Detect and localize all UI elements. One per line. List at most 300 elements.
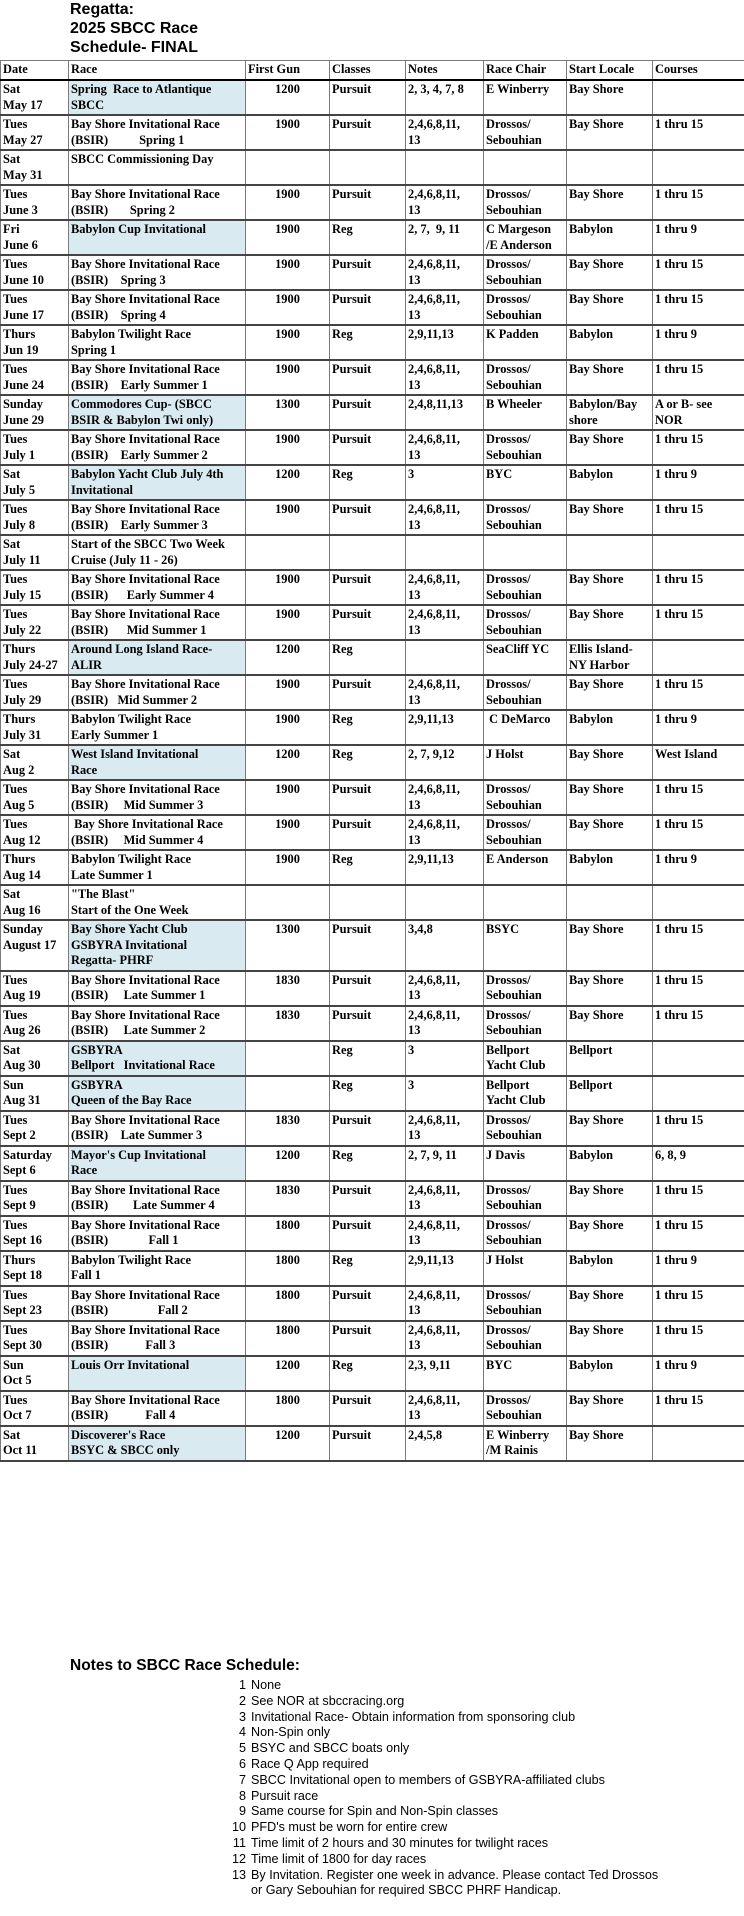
note-number: 10: [231, 1820, 246, 1835]
race-chair-cell: [484, 780, 567, 815]
classes-cell-line: Pursuit: [332, 432, 372, 446]
title-block: [70, 0, 470, 57]
courses-cell: [653, 1146, 744, 1181]
first-gun-cell-line: 1200: [275, 747, 300, 761]
date-cell-line: May 27: [3, 132, 43, 147]
race-chair-cell: [484, 430, 567, 465]
note-text: None: [251, 1678, 282, 1692]
race-cell-line: (BSIR) Spring 3: [71, 272, 166, 287]
race-cell: [69, 605, 246, 640]
date-cell: [1, 1111, 69, 1146]
courses-cell: [653, 465, 744, 500]
race-cell-line: Start of the SBCC Two Week: [71, 537, 225, 551]
courses-cell-line: NOR: [655, 412, 683, 427]
courses-cell: [653, 1006, 744, 1041]
title-line-3: Schedule- FINAL: [70, 39, 199, 56]
date-cell-line: Sun: [3, 1357, 24, 1372]
first-gun-cell: [246, 1076, 330, 1111]
table-row: [1, 780, 744, 815]
classes-cell-line: Reg: [332, 1147, 353, 1162]
notes-cell-line: 2,9,11,13: [408, 852, 454, 866]
date-cell-line: Tues: [3, 257, 28, 271]
date-cell: [1, 360, 69, 395]
first-gun-cell-line: 1900: [275, 257, 300, 271]
courses-cell: [653, 570, 744, 605]
race-chair-cell: [484, 465, 567, 500]
race-cell-line: Around Long Island Race-: [71, 642, 213, 656]
race-cell: [69, 710, 246, 745]
date-cell-line: July 5: [3, 482, 36, 497]
race-chair-cell-line: Drossos/: [486, 502, 531, 516]
notes-cell-line: 2,4,6,8,11,: [408, 117, 460, 131]
date-cell: [1, 710, 69, 745]
date-cell-line: Aug 19: [3, 988, 41, 1002]
courses-cell-line: 1 thru 15: [655, 817, 704, 831]
table-row: [1, 1356, 744, 1391]
start-locale-cell: [567, 570, 653, 605]
race-cell-line: BSIR & Babylon Twi only): [71, 412, 214, 427]
date-cell: [1, 675, 69, 710]
classes-cell: [330, 220, 406, 255]
notes-cell: [406, 1216, 484, 1251]
table-body: [1, 80, 744, 1461]
date-cell: [1, 1391, 69, 1426]
notes-cell-line: 13: [408, 1198, 421, 1212]
first-gun-cell: [246, 290, 330, 325]
race-cell: [69, 465, 246, 500]
race-chair-cell-line: Drossos/: [486, 1112, 531, 1127]
table-row: [1, 325, 744, 360]
notes-cell: [406, 710, 484, 745]
classes-cell: [330, 150, 406, 185]
classes-cell-line: Pursuit: [332, 1182, 372, 1197]
start-locale-cell: [567, 395, 653, 430]
race-chair-cell-line: J Holst: [486, 1252, 524, 1267]
notes-cell: [406, 500, 484, 535]
courses-cell: [653, 1076, 744, 1111]
note-number: 13: [231, 1867, 246, 1882]
note-number: 3: [238, 1709, 246, 1724]
race-cell-line: Early Summer 1: [71, 727, 159, 742]
table-row: [1, 360, 744, 395]
race-cell: [69, 290, 246, 325]
date-cell-line: May 17: [3, 97, 43, 112]
classes-cell: [330, 465, 406, 500]
notes-cell: [406, 640, 484, 675]
notes-cell: [406, 920, 484, 971]
notes-cell: [406, 255, 484, 290]
note-number: 8: [238, 1788, 246, 1803]
notes-cell-line: 2,9,11,13: [408, 1252, 454, 1267]
race-chair-cell: [484, 605, 567, 640]
start-locale-cell: [567, 255, 653, 290]
courses-cell: [653, 325, 744, 360]
race-cell-line: Bay Shore Invitational Race: [71, 1182, 220, 1197]
date-cell-line: Sunday: [3, 397, 43, 411]
first-gun-cell-line: 1200: [275, 642, 300, 656]
start-locale-cell-line: Babylon: [569, 1357, 614, 1372]
notes-list: [70, 1678, 720, 1899]
courses-cell-line: West Island: [655, 747, 718, 761]
courses-cell: [653, 605, 744, 640]
start-locale-cell-line: Bay Shore: [569, 292, 624, 306]
first-gun-cell-line: 1800: [275, 1217, 300, 1232]
race-cell: [69, 1006, 246, 1041]
notes-cell: [406, 150, 484, 185]
courses-cell: [653, 780, 744, 815]
notes-cell-line: 13: [408, 988, 421, 1002]
start-locale-cell-line: Bellport: [569, 1042, 613, 1057]
first-gun-cell-line: 1900: [275, 817, 300, 831]
classes-cell: [330, 1391, 406, 1426]
date-cell-line: June 29: [3, 412, 44, 427]
race-chair-cell: [484, 1286, 567, 1321]
race-cell-line: Bay Shore Invitational Race: [71, 292, 220, 306]
first-gun-cell-line: 1900: [275, 222, 300, 236]
note-text: BSYC and SBCC boats only: [251, 1741, 410, 1756]
race-cell-line: Bay Shore Invitational Race: [71, 1322, 220, 1337]
note-number: 6: [238, 1756, 246, 1771]
date-cell-line: Saturday: [3, 1147, 52, 1162]
start-locale-cell-line: Bay Shore: [569, 677, 624, 691]
race-cell-line: Bay Shore Invitational Race: [71, 432, 220, 446]
race-chair-cell-line: Drossos/: [486, 1217, 531, 1232]
notes-cell-line: 2, 3, 4, 7, 8: [408, 82, 464, 96]
race-cell-line: SBCC Commissioning Day: [71, 152, 214, 166]
classes-cell-line: Pursuit: [332, 972, 372, 987]
first-gun-cell-line: 1300: [275, 922, 300, 936]
courses-cell: [653, 395, 744, 430]
race-cell-line: Mayor's Cup Invitational: [71, 1147, 206, 1162]
race-chair-cell-line: Sebouhian: [486, 622, 542, 637]
race-cell: [69, 255, 246, 290]
notes-cell: [406, 1426, 484, 1461]
notes-cell: [406, 815, 484, 850]
first-gun-cell-line: 1300: [275, 397, 300, 411]
table-row: [1, 150, 744, 185]
date-cell-line: Thurs: [3, 1252, 36, 1267]
start-locale-cell: [567, 1076, 653, 1111]
classes-cell-line: Pursuit: [332, 922, 372, 936]
race-chair-cell-line: Drossos/: [486, 432, 531, 446]
race-chair-cell-line: Sebouhian: [486, 587, 542, 602]
date-cell: [1, 971, 69, 1006]
race-schedule-table: [0, 60, 744, 1462]
race-chair-cell-line: Yacht Club: [486, 1093, 546, 1107]
notes-cell-line: 2,4,6,8,11,: [408, 362, 460, 376]
table-row: [1, 815, 744, 850]
first-gun-cell: [246, 500, 330, 535]
notes-cell-line: 13: [408, 797, 421, 812]
table-row: [1, 1216, 744, 1251]
date-cell: [1, 570, 69, 605]
first-gun-cell: [246, 1356, 330, 1391]
courses-cell: [653, 1426, 744, 1461]
col-header-start-locale: Start Locale: [567, 61, 653, 81]
race-cell-line: (BSIR) Early Summer 4: [71, 587, 214, 602]
courses-cell: [653, 971, 744, 1006]
notes-cell-line: 2,4,6,8,11,: [408, 572, 460, 586]
race-cell-line: Bay Shore Invitational Race: [71, 1112, 220, 1127]
start-locale-cell-line: Bay Shore: [569, 1112, 624, 1127]
table-row: [1, 710, 744, 745]
notes-cell-line: 13: [408, 202, 421, 217]
classes-cell-line: Pursuit: [332, 607, 372, 621]
note-text: SBCC Invitational open to members of GSBYRA-affiliated clubs: [251, 1772, 605, 1787]
table-row: [1, 1286, 744, 1321]
date-cell-line: June 10: [3, 272, 44, 287]
race-chair-cell-line: Drossos/: [486, 1182, 531, 1197]
race-chair-cell-line: SeaCliff YC: [486, 642, 550, 656]
classes-cell: [330, 360, 406, 395]
classes-cell: [330, 605, 406, 640]
first-gun-cell: [246, 1216, 330, 1251]
date-cell-line: Sept 30: [3, 1338, 42, 1352]
courses-cell-line: 1 thru 15: [655, 607, 704, 621]
notes-cell: [406, 1181, 484, 1216]
date-cell-line: Tues: [3, 1182, 28, 1197]
notes-cell-line: 2,4,6,8,11,: [408, 1322, 460, 1337]
header-row: [1, 61, 744, 81]
start-locale-cell-line: Bay Shore: [569, 782, 624, 796]
race-cell-line: (BSIR) Spring 4: [71, 307, 166, 322]
classes-cell-line: Pursuit: [332, 782, 372, 796]
race-chair-cell: [484, 675, 567, 710]
race-cell: [69, 1111, 246, 1146]
note-item: [70, 1757, 720, 1773]
courses-cell-line: 1 thru 15: [655, 1392, 704, 1407]
race-cell: [69, 815, 246, 850]
first-gun-cell: [246, 360, 330, 395]
notes-cell-line: 13: [408, 132, 421, 147]
note-text: Time limit of 1800 for day races: [251, 1851, 427, 1866]
date-cell: [1, 395, 69, 430]
start-locale-cell: [567, 1391, 653, 1426]
notes-cell-line: 13: [408, 307, 421, 322]
start-locale-cell-line: Bay Shore: [569, 1322, 624, 1337]
race-cell: [69, 430, 246, 465]
date-cell: [1, 325, 69, 360]
race-cell-line: Bay Shore Invitational Race: [71, 362, 220, 376]
date-cell: [1, 850, 69, 885]
courses-cell-line: 1 thru 9: [655, 1357, 697, 1372]
notes-cell: [406, 465, 484, 500]
race-cell-line: (BSIR) Mid Summer 2: [71, 692, 198, 707]
start-locale-cell-line: Bay Shore: [569, 187, 624, 201]
table-row: [1, 605, 744, 640]
start-locale-cell: [567, 500, 653, 535]
start-locale-cell-line: Babylon: [569, 1252, 614, 1267]
race-cell-line: Late Summer 1: [71, 867, 153, 882]
courses-cell: [653, 1321, 744, 1356]
classes-cell-line: Pursuit: [332, 397, 372, 411]
date-cell-line: Sun: [3, 1077, 24, 1092]
notes-cell-line: 2,4,6,8,11,: [408, 677, 460, 691]
start-locale-cell-line: Bay Shore: [569, 1427, 624, 1442]
date-cell-line: Sept 18: [3, 1268, 42, 1282]
date-cell-line: Aug 2: [3, 762, 35, 777]
race-chair-cell: [484, 535, 567, 570]
start-locale-cell: [567, 745, 653, 780]
notes-cell-line: 2,3, 9,11: [408, 1357, 451, 1372]
first-gun-cell: [246, 1146, 330, 1181]
race-cell: [69, 185, 246, 220]
date-cell-line: Thurs: [3, 642, 36, 656]
date-cell: [1, 1076, 69, 1111]
classes-cell-line: Reg: [332, 1357, 353, 1372]
date-cell-line: Aug 26: [3, 1023, 41, 1037]
race-cell-line: Babylon Cup Invitational: [71, 222, 206, 236]
first-gun-cell: [246, 605, 330, 640]
start-locale-cell-line: Babylon: [569, 852, 614, 866]
notes-cell: [406, 745, 484, 780]
notes-cell-line: 2,4,6,8,11,: [408, 1392, 460, 1407]
notes-section: [70, 1656, 720, 1899]
courses-cell-line: A or B- see: [655, 397, 713, 411]
first-gun-cell: [246, 971, 330, 1006]
notes-cell-line: 2,4,6,8,11,: [408, 1217, 460, 1232]
start-locale-cell-line: Babylon/Bay: [569, 397, 638, 411]
race-chair-cell-line: Sebouhian: [486, 1233, 542, 1247]
date-cell-line: Tues: [3, 1392, 28, 1407]
date-cell-line: Oct 11: [3, 1443, 38, 1457]
first-gun-cell: [246, 1321, 330, 1356]
race-chair-cell: [484, 850, 567, 885]
first-gun-cell-line: 1900: [275, 327, 300, 341]
courses-cell-line: 1 thru 9: [655, 852, 697, 866]
date-cell-line: Sunday: [3, 922, 43, 936]
classes-cell-line: Reg: [332, 747, 353, 761]
first-gun-cell: [246, 255, 330, 290]
notes-cell: [406, 290, 484, 325]
date-cell-line: Sept 9: [3, 1198, 36, 1212]
start-locale-cell: [567, 1216, 653, 1251]
date-cell: [1, 640, 69, 675]
classes-cell: [330, 1181, 406, 1216]
table-row: [1, 1426, 744, 1461]
race-cell: [69, 1076, 246, 1111]
start-locale-cell: [567, 1181, 653, 1216]
table-row: [1, 1146, 744, 1181]
classes-cell: [330, 850, 406, 885]
classes-cell-line: Reg: [332, 467, 353, 481]
classes-cell-line: Pursuit: [332, 257, 372, 271]
classes-cell: [330, 971, 406, 1006]
first-gun-cell: [246, 815, 330, 850]
date-cell: [1, 780, 69, 815]
courses-cell-line: 1 thru 15: [655, 782, 704, 796]
notes-cell: [406, 325, 484, 360]
start-locale-cell: [567, 430, 653, 465]
classes-cell-line: Pursuit: [332, 1427, 372, 1442]
note-item: [70, 1820, 720, 1836]
note-item: [70, 1710, 720, 1726]
race-cell-line: (BSIR) Mid Summer 3: [71, 797, 204, 812]
notes-cell: [406, 1251, 484, 1286]
table-row: [1, 1041, 744, 1076]
note-number: 4: [238, 1725, 246, 1740]
classes-cell-line: Pursuit: [332, 1007, 372, 1022]
table-row: [1, 1006, 744, 1041]
start-locale-cell: [567, 115, 653, 150]
date-cell-line: Tues: [3, 972, 28, 987]
note-number: 7: [238, 1772, 246, 1787]
courses-cell: [653, 430, 744, 465]
first-gun-cell: [246, 850, 330, 885]
date-cell: [1, 115, 69, 150]
table-row: [1, 920, 744, 971]
race-cell-line: SBCC: [71, 97, 105, 112]
table-row: [1, 115, 744, 150]
notes-cell: [406, 185, 484, 220]
start-locale-cell-line: Bay Shore: [569, 362, 624, 376]
first-gun-cell-line: 1200: [275, 1357, 300, 1372]
date-cell: [1, 185, 69, 220]
date-cell: [1, 150, 69, 185]
first-gun-cell: [246, 1391, 330, 1426]
date-cell-line: July 31: [3, 727, 42, 742]
race-chair-cell-line: Drossos/: [486, 572, 531, 586]
notes-cell-line: 2,4,6,8,11,: [408, 817, 460, 831]
classes-cell-line: Pursuit: [332, 1112, 372, 1127]
notes-cell-line: 13: [408, 1338, 421, 1352]
race-cell-line: Babylon Twilight Race: [71, 852, 192, 866]
date-cell-line: Tues: [3, 1217, 28, 1232]
date-cell: [1, 1041, 69, 1076]
note-item: [70, 1883, 720, 1899]
notes-cell-line: 2,4,6,8,11,: [408, 292, 460, 306]
classes-cell: [330, 710, 406, 745]
first-gun-cell: [246, 150, 330, 185]
race-cell-line: (BSIR) Spring 1: [71, 132, 185, 147]
notes-cell: [406, 80, 484, 115]
race-cell: [69, 640, 246, 675]
note-item: [70, 1694, 720, 1710]
start-locale-cell: [567, 1426, 653, 1461]
race-cell-line: Spring Race to Atlantique: [71, 82, 212, 96]
classes-cell: [330, 1321, 406, 1356]
race-chair-cell-line: Drossos/: [486, 257, 531, 271]
start-locale-cell-line: Bay Shore: [569, 432, 624, 446]
notes-cell: [406, 885, 484, 920]
courses-cell-line: 1 thru 15: [655, 1007, 704, 1022]
courses-cell: [653, 640, 744, 675]
courses-cell-line: 1 thru 15: [655, 1287, 704, 1302]
col-header-race-chair: Race Chair: [484, 61, 567, 81]
notes-cell-line: 2,4,6,8,11,: [408, 1112, 460, 1127]
start-locale-cell-line: shore: [569, 412, 598, 427]
race-chair-cell-line: Yacht Club: [486, 1058, 546, 1072]
first-gun-cell: [246, 220, 330, 255]
race-chair-cell-line: Drossos/: [486, 117, 531, 131]
race-cell: [69, 535, 246, 570]
first-gun-cell: [246, 115, 330, 150]
race-chair-cell-line: Drossos/: [486, 362, 531, 376]
table-row: [1, 850, 744, 885]
classes-cell-line: Pursuit: [332, 117, 372, 131]
classes-cell: [330, 1041, 406, 1076]
race-cell-line: Bay Shore Invitational Race: [71, 1007, 220, 1022]
start-locale-cell-line: Bay Shore: [569, 502, 624, 516]
courses-cell: [653, 500, 744, 535]
first-gun-cell: [246, 1006, 330, 1041]
table-row: [1, 500, 744, 535]
date-cell-line: Sept 6: [3, 1163, 36, 1177]
start-locale-cell: [567, 605, 653, 640]
courses-cell-line: 1 thru 15: [655, 1112, 704, 1127]
race-cell: [69, 115, 246, 150]
classes-cell-line: Reg: [332, 222, 353, 236]
